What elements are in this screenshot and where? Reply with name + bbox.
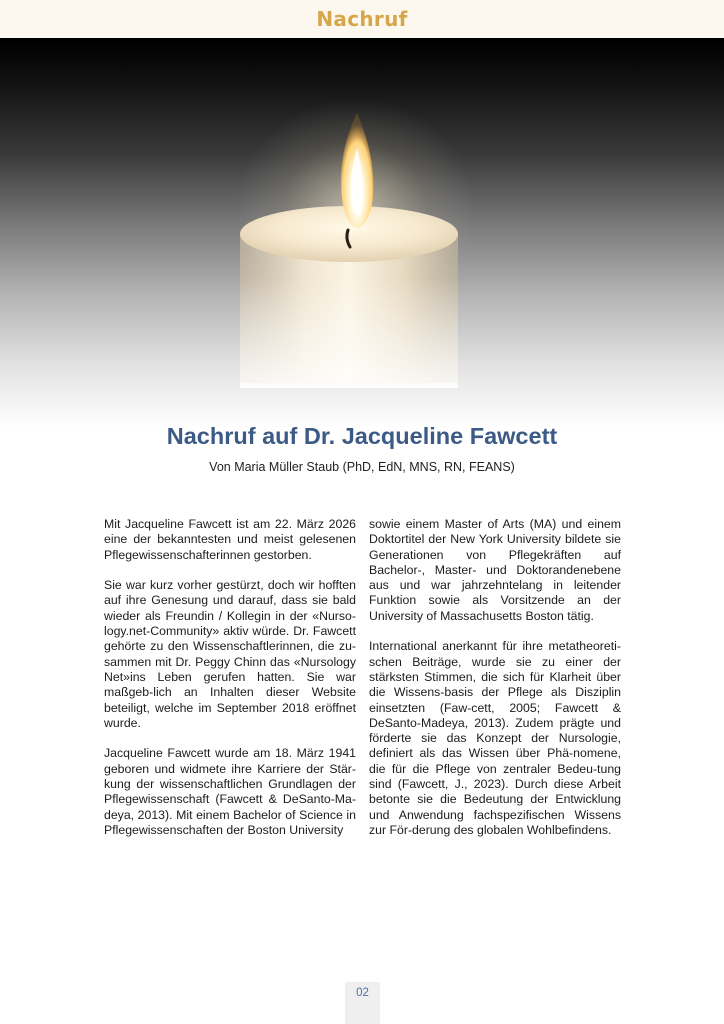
byline: Von Maria Müller Staub (PhD, EdN, MNS, RN, FEANS) [209,460,515,474]
article-title: Nachruf auf Dr. Jacqueline Fawcett [166,423,558,449]
section-title: Nachruf [316,7,408,31]
candle-fade [240,278,458,388]
paragraph: International anerkannt für ihre metatheoreti-schen Beiträge, wurde sie zu einer der stärksten Stimmen, die sich für Klarheit über die Wissens-basis der Pflege als Disziplin einsetzten (Faw-cett, 2005; Fawcett & DeSanto-Madeya, 2013). Zudem prägte und förderte sie das Konzept der Nursologie, definiert als das Wissen über Phä-nomene, die für die Pflege von zentraler Bedeu-tung sind (Fawcett, J., 2023). Durch diese Arbeit betonte sie die Bedeutung der Entwicklung und Anwendung fachspezifischen Wissens zur För-derung des globalen Wohlbefindens. [369,639,621,837]
page-number-box [345,982,380,1024]
text-column-left [104,517,356,838]
text-column-right [369,517,621,838]
page-number: 02 [356,987,369,999]
header-bar [0,0,724,38]
paragraph: Sie war kurz vorher gestürzt, doch wir hofften auf ihre Genesung und darauf, dass sie bald wieder als Freundin / Kollegin in der «Nurso-logy.net-Community» aktiv würde. Dr. Fawcett gehörte zu den Wissenschaftlerinnen, die zu-sammen mit Dr. Peggy Chinn das «Nursology Net»ins Leben gerufen hatten. Sie war maßgeb-lich an Inhalten dieser Website beteiligt, welche im September 2018 eröffnet wurde. [104,578,356,730]
candle-image [0,38,724,428]
paragraph: sowie einem Master of Arts (MA) und einem Doktortitel der New York University bildete sie Generationen von Pflegekräften auf Bachelor-, Master- und Doktorandenebene aus und war jahrzehntelang in leitender Funktion sowie als Vorsitzende an der University of Massachusetts Boston tätig. [369,517,621,623]
paragraph: Jacqueline Fawcett wurde am 18. März 1941 geboren und widmete ihre Karriere der Stär-kung der wissenschaftlichen Grundlagen der Pflegewissenschaft (Fawcett & DeSanto-Ma-deya, 2013). Mit einem Bachelor of Science in Pflegewissenschaften der Boston University [104,746,356,837]
paragraph: Mit Jacqueline Fawcett ist am 22. März 2026 eine der bekanntesten und meist gelesenen Pflegewissenschafterinnen gestorben. [104,517,356,562]
